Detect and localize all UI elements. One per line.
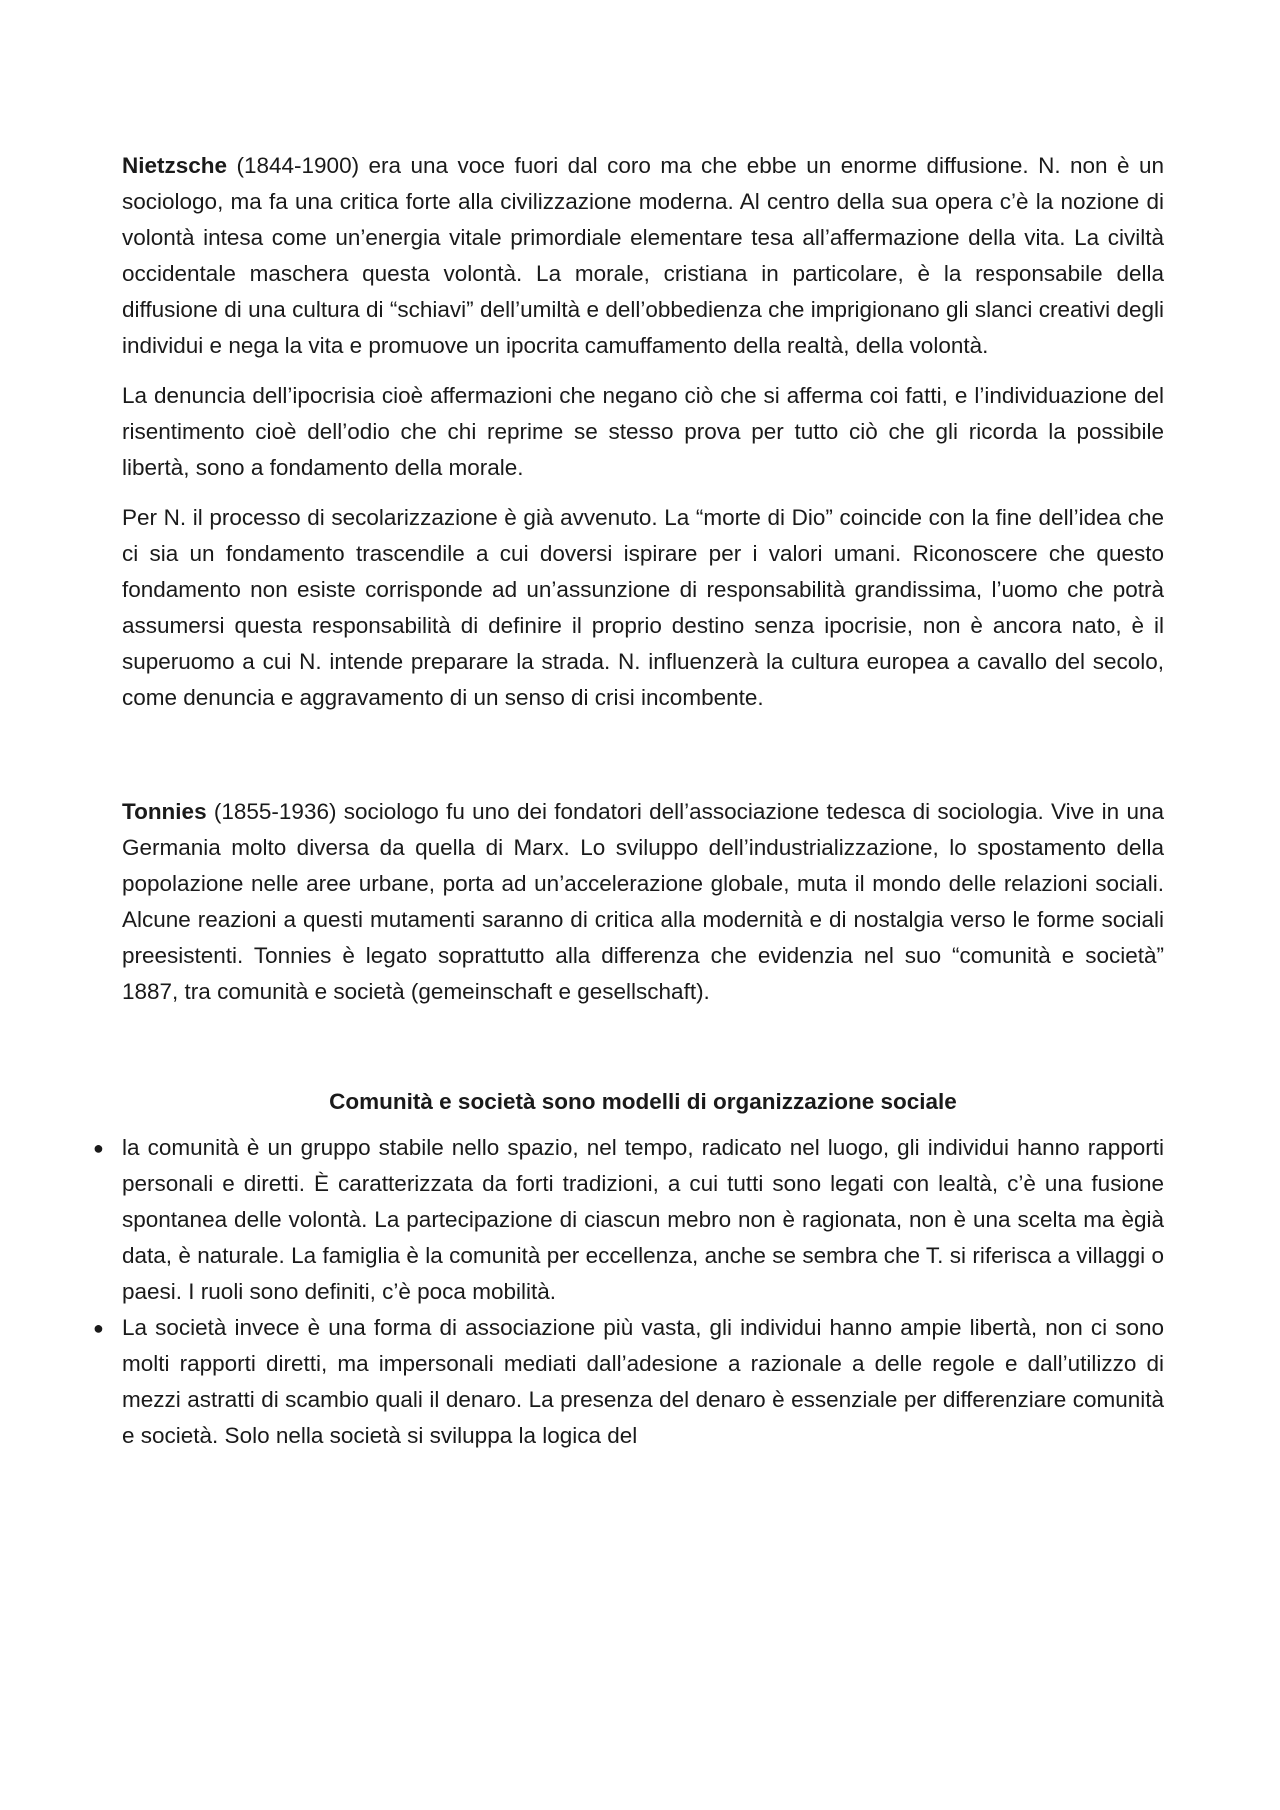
list-item <box>93 1130 1164 1310</box>
spacer <box>122 1024 1164 1084</box>
bullet-list <box>93 1130 1164 1454</box>
nietzsche-paragraph-3: Per N. il processo di secolarizzazione è già avvenuto. La “morte di Dio” coincide con la fine dell’idea che ci sia un fondamento trascendile a cui doversi ispirare per i valori umani. Riconoscere che questo fondamento non esiste corrisponde ad un’assunzione di responsabilità grandissima, l’uomo che potrà assumersi questa responsabilità di definire il proprio destino senza ipocrisie, non è ancora nato, è il superuomo a cui N. intende preparare la strada. N. influenzerà la cultura europea a cavallo del secolo, come denuncia e aggravamento di un senso di crisi incombente. <box>122 505 1164 710</box>
tonnies-paragraph <box>122 794 1164 1010</box>
document-page <box>93 148 1164 1454</box>
nietzsche-paragraph-1 <box>122 148 1164 364</box>
nietzsche-paragraph-1-text: (1844-1900) era una voce fuori dal coro ma che ebbe un enorme diffusione. N. non è un sociologo, ma fa una critica forte alla civilizzazione moderna. Al centro della sua opera c’è la nozione di volontà intesa come un’energia vitale primordiale elementare tesa all’affermazione della vita. La civiltà occidentale maschera questa volontà. La morale, cristiana in particolare, è la responsabile della diffusione di una cultura di “schiavi” dell’umiltà e dell’obbedienza che imprigionano gli slanci creativi degli individui e nega la vita e promuove un ipocrita camuffamento della realtà, della volontà. <box>122 153 1164 358</box>
nietzsche-paragraph-2: La denuncia dell’ipocrisia cioè affermazioni che negano ciò che si afferma coi fatti, e l’individuazione del risentimento cioè dell’odio che chi reprime se stesso prova per tutto ciò che gli ricorda la possibile libertà, sono a fondamento della morale. <box>122 383 1164 480</box>
nietzsche-name: Nietzsche <box>122 153 228 178</box>
bullet-icon: ● <box>93 1318 104 1338</box>
list-item <box>93 1310 1164 1454</box>
tonnies-paragraph-text: (1855-1936) sociologo fu uno dei fondatori dell’associazione tedesca di sociologia. Vive in una Germania molto diversa da quella di Marx. Lo sviluppo dell’industrializzazione, lo spostamento della popolazione nelle aree urbane, porta ad un’accelerazione globale, muta il mondo delle relazioni sociali. Alcune reazioni a questi mutamenti saranno di critica alla modernità e di nostalgia verso le forme sociali preesistenti. Tonnies è legato soprattutto alla differenza che evidenzia nel suo “comunità e società” 1887, tra comunità e società (gemeinschaft e gesellschaft). <box>122 799 1164 1004</box>
bullet-text: La società invece è una forma di associazione più vasta, gli individui hanno ampie libertà, non ci sono molti rapporti diretti, ma impersonali mediati dall’adesione a razionale a delle regole e dall’utilizzo di mezzi astratti di scambio quali il denaro. La presenza del denaro è essenziale per differenziare comunità e società. Solo nella società si sviluppa la logica del <box>122 1315 1164 1448</box>
bullet-icon: ● <box>93 1138 104 1158</box>
bullet-text: la comunità è un gruppo stabile nello spazio, nel tempo, radicato nel luogo, gli individui hanno rapporti personali e diretti. È caratterizzata da forti tradizioni, a cui tutti sono legati con lealtà, c’è una fusione spontanea delle volontà. La partecipazione di ciascun mebro non è ragionata, non è una scelta ma ègià data, è naturale. La famiglia è la comunità per eccellenza, anche se sembra che T. si riferisca a villaggi o paesi. I ruoli sono definiti, c’è poca mobilità. <box>122 1135 1164 1304</box>
tonnies-name: Tonnies <box>122 799 207 824</box>
spacer <box>122 730 1164 794</box>
section-heading: Comunità e società sono modelli di organizzazione sociale <box>329 1089 957 1114</box>
